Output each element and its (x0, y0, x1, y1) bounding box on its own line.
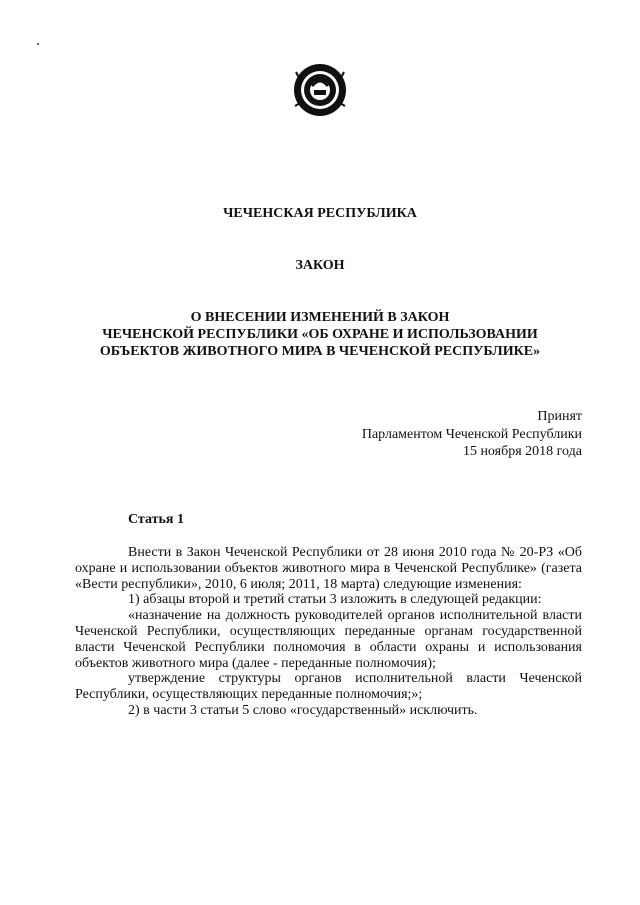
adopted-date: 15 ноября 2018 года (462, 444, 582, 459)
article-paragraph: 2) в части 3 статьи 5 слово «государственный» исключить. (128, 702, 478, 718)
law-title-line: О ВНЕСЕНИИ ИЗМЕНЕНИЙ В ЗАКОН (190, 310, 450, 325)
coat-of-arms-icon (292, 62, 348, 118)
adopted-by: Парламентом Чеченской Республики (361, 426, 582, 442)
article-paragraph: «назначение на должность руководителей органов исполнительной власти Чеченской Республики, осуществляющих переданные органам государственной власти Чеченской Республики полномочия в области охраны и использования объектов животного мира (далее - переданные полномочия); (75, 608, 582, 671)
adoption-block (362, 408, 582, 461)
republic-heading: ЧЕЧЕНСКАЯ РЕСПУБЛИКА (223, 206, 417, 221)
law-title-line: ЧЕЧЕНСКОЙ РЕСПУБЛИКИ «ОБ ОХРАНЕ И ИСПОЛЬЗОВАНИИ (102, 327, 538, 342)
article-paragraph: Внести в Закон Чеченской Республики от 28 июня 2010 года № 20-РЗ «Об охране и использовании объектов животного мира в Чеченской Республике» (газета «Вести республики», 2010, 6 июля; 2011, 18 марта) следующие изменения: (75, 545, 582, 592)
adopted-label: Принят (537, 409, 582, 424)
article-body (75, 545, 582, 719)
article-paragraph: утверждение структуры органов исполнительной власти Чеченской Республики, осуществляющих переданные полномочия;»; (75, 671, 582, 703)
law-title (0, 309, 640, 360)
article-heading: Статья 1 (128, 512, 184, 527)
document-type: ЗАКОН (295, 258, 345, 273)
scan-speck (37, 43, 39, 45)
article-paragraph: 1) абзацы второй и третий статьи 3 изложить в следующей редакции: (128, 592, 542, 608)
law-title-line: ОБЪЕКТОВ ЖИВОТНОГО МИРА В ЧЕЧЕНСКОЙ РЕСПУБЛИКЕ» (99, 344, 541, 359)
